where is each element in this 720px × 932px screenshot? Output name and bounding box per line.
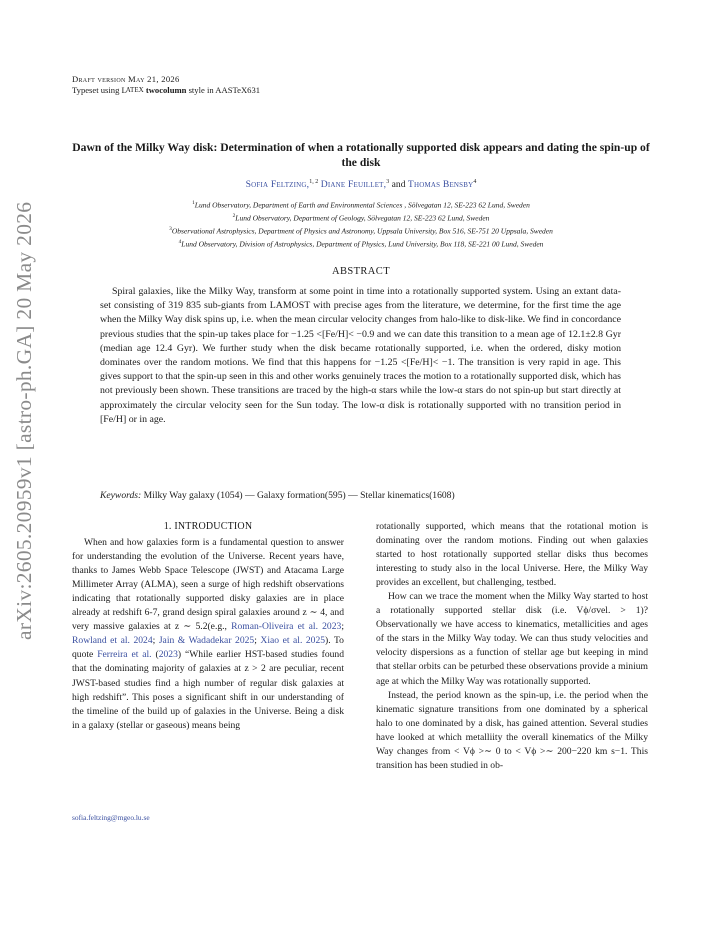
left-column [72, 520, 344, 733]
citation-link[interactable]: Roman-Oliveira et al. 2023 [231, 621, 342, 633]
right-column [376, 520, 648, 773]
author-list: Sofia Feltzing,$^{1, 2}$ Diane Feuillet,$^3$ and Thomas Bensby$^4$ [245, 179, 477, 191]
paper-title: Dawn of the Milky Way disk: Determination of when a rotationally supported disk appears and dating the spin-up of the disk [72, 141, 650, 169]
citation-link[interactable]: Rowland et al. 2024 [72, 635, 153, 647]
intro-paragraph: When and how galaxies form is a fundamental question to answer for understanding the evolution of the Universe. Recent years have, thanks to James Webb Space Telescope (JWST) and Atacama Large Millimeter Array (ALMA), seen a surge of high redshift observations indicating that rotationally supported disky galaxies are in place already at redshift 6-7, grand design spiral galaxies around z ∼ 4, and very massive galaxies at z ∼ 5.2(e.g., Roman-Oliveira et al. 2023; Rowland et al. 2024; Jain & Wadadekar 2025; Xiao et al. 2025). To quote Ferreira et al. (2023) “While earlier HST-based studies found that the dominating majority of galaxies at z > 2 are peculiar, recent JWST-based studies find a high number of regular disk galaxies at high redshift”. This poses a significant shift in our understanding of the timeline of the build up of galaxies in the Universe. Being a disk in a galaxy (stellar or gaseous) means being [72, 537, 345, 731]
citation-link[interactable]: Jain & Wadadekar 2025 [158, 635, 255, 647]
typeset-line: Typeset using LATEX twocolumn style in AASTeX631 [72, 85, 261, 95]
footnote-email-link[interactable]: sofia.feltzing@mgeo.lu.se [72, 813, 150, 822]
intro-paragraph: Instead, the period known as the spin-up, i.e. the period when the kinematic signature transitions from one dominated by a spherical halo to one dominated by a disk, has gained attention. Several studies have looked at which metalliity the overall kinematics of the Milky Way changes from < Vϕ >∼ 0 to < Vϕ >∼ 200−220 km s−1. This transition has been studied in ob- [376, 689, 648, 771]
citation-link[interactable]: 2023 [158, 649, 178, 661]
affiliation-line: $^2$Lund Observatory, Department of Geology, Sölvegatan 12, SE-223 62 Lund, Sweden [232, 213, 490, 223]
section-heading-introduction: 1. INTRODUCTION [163, 521, 253, 532]
intro-paragraph: rotationally supported, which means that the rotational motion is dominating over the random motions. Finding out when galaxies started to host rotationally supported stellar disks thus becomes interesting to study also in the local Universe. Here, the Milky Way provides an excellent, but challenging, testbed. [376, 521, 648, 589]
intro-paragraph: How can we trace the moment when the Milky Way started to host a rotationally supported stellar disk (i.e. Vϕ/σvel. > 1)? Observationally we have access to kinematics, metallicities and ages of the stars in the Milky Way today. We can thus study velocities and velocity dispersions as a function of stellar age but keeping in mind that stellar orbits can be peturbed these observations provide a minium age at which the Milky Way was rotationally supported. [376, 591, 648, 687]
abstract-heading: ABSTRACT [331, 266, 391, 277]
affiliations [72, 198, 650, 250]
affiliation-line: $^4$Lund Observatory, Division of Astrophysics, Department of Physics, Lund University, Box 118, SE-221 00 Lund, Sweden [178, 239, 544, 249]
citation-link[interactable]: Ferreira et al. [97, 649, 152, 661]
affiliation-line: $^3$Observational Astrophysics, Department of Physics and Astronomy, Uppsala University, Box 516, SE-751 20 Uppsala, Sweden [169, 226, 553, 236]
citation-link[interactable]: Xiao et al. 2025 [260, 635, 326, 647]
draft-version-line: Draft version May 21, 2026 [72, 74, 180, 84]
author-name[interactable]: Diane Feuillet, [320, 179, 387, 191]
arxiv-side-stamp: arXiv:2605.20959v1 [astro-ph.GA] 20 May 2026 [12, 201, 36, 640]
abstract-body: Spiral galaxies, like the Milky Way, transform at some point in time into a rotationally supported system. Using an extant data-set consisting of 319 835 sub-giants from LAMOST with precise ages from the literature, we determine, for the first time the age when the Milky Way disk spins up, i.e. when the mean circular velocity changes from halo-like to disk-like. We find in concordance previous studies that the spin-up takes place for −1.25 <[Fe/H]< −0.9 and we can date this transition to a mean age of 12.1±2.8 Gyr (median age 12.4 Gyr). We further study when the disk became rotationally supported, i.e. when the ordered, disky motion dominates over the random motions. We find that this happens for −1.25 <[Fe/H]< −1. The transition is very rapid in age. This gives support to that the spin-up seen in this and other works genuinely traces the motion to a rotationally supported disk, which has not previously been shown. These transitions are traced by the high-α stars while the low-α stars do not spin-up but start directly at approximately the circular velocity seen for the Sun today. The low-α disk is rotationally supported with no transition period in [Fe/H] or in age. [100, 286, 621, 425]
author-name[interactable]: Sofia Feltzing, [245, 179, 310, 191]
author-name[interactable]: Thomas Bensby [407, 179, 474, 191]
draft-header [72, 74, 260, 96]
affiliation-line: $^1$Lund Observatory, Department of Earth and Environmental Sciences , Sölvegatan 12, SE-223 62 Lund, Sweden [192, 200, 530, 210]
keywords-line: Keywords: Milky Way galaxy (1054) — Galaxy formation(595) — Stellar kinematics(1608) [100, 490, 455, 501]
